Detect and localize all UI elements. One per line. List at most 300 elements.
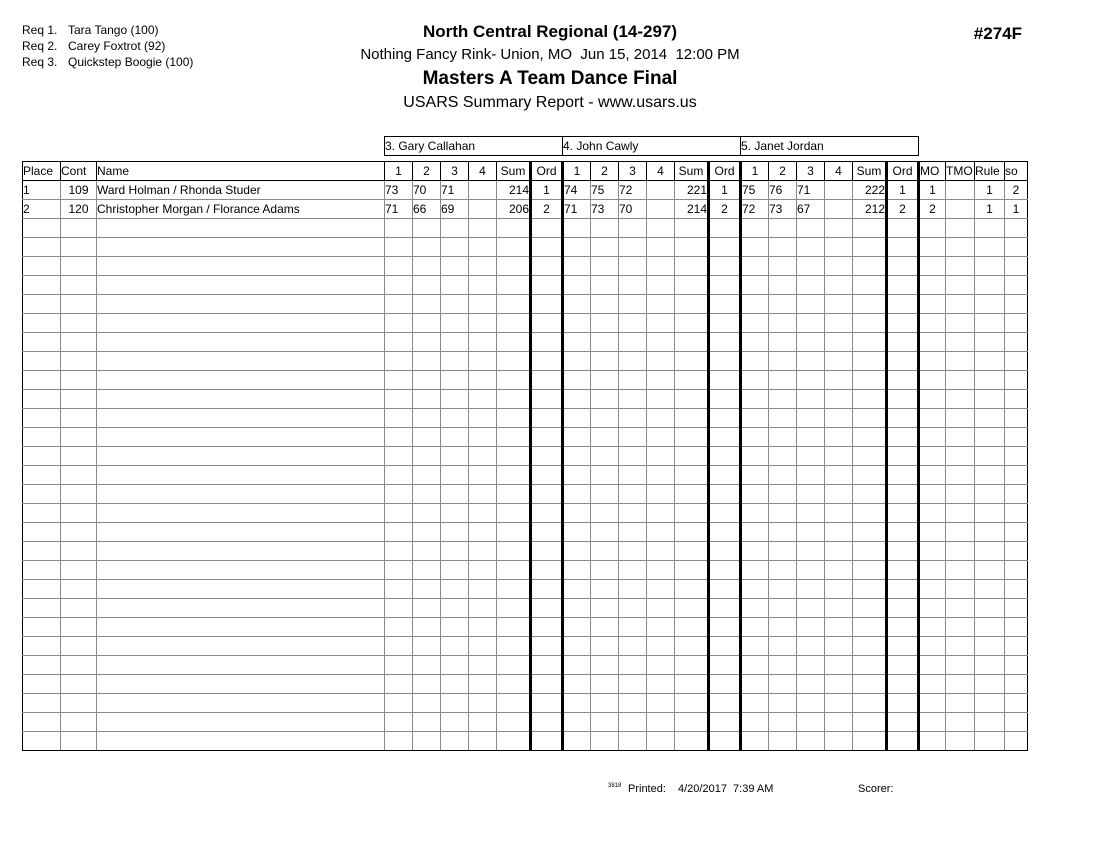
empty-cell	[769, 276, 797, 295]
empty-cell	[385, 447, 413, 466]
empty-cell	[497, 485, 531, 504]
empty-cell	[497, 713, 531, 732]
majority-ordinal-cell: 1	[919, 181, 946, 200]
empty-cell	[887, 523, 919, 542]
col-j2-score1: 1	[563, 162, 591, 181]
empty-cell	[887, 675, 919, 694]
empty-cell	[797, 485, 825, 504]
empty-cell	[1005, 352, 1028, 371]
empty-cell	[385, 523, 413, 542]
empty-cell	[385, 561, 413, 580]
empty-cell	[531, 219, 563, 238]
empty-cell	[675, 713, 709, 732]
empty-cell	[919, 561, 946, 580]
empty-cell	[441, 219, 469, 238]
empty-cell	[23, 447, 61, 466]
empty-cell	[797, 390, 825, 409]
empty-cell	[741, 713, 769, 732]
empty-cell	[441, 618, 469, 637]
empty-cell	[531, 656, 563, 675]
empty-cell	[675, 637, 709, 656]
empty-cell	[619, 637, 647, 656]
empty-row	[23, 314, 1028, 333]
empty-cell	[919, 409, 946, 428]
empty-cell	[1005, 428, 1028, 447]
empty-cell	[619, 447, 647, 466]
empty-cell	[1005, 675, 1028, 694]
empty-cell	[591, 371, 619, 390]
empty-cell	[919, 504, 946, 523]
empty-cell	[769, 447, 797, 466]
empty-cell	[469, 523, 497, 542]
empty-cell	[769, 257, 797, 276]
empty-cell	[619, 656, 647, 675]
empty-cell	[853, 523, 887, 542]
ordinal-cell: 2	[531, 200, 563, 219]
empty-cell	[531, 580, 563, 599]
empty-cell	[469, 390, 497, 409]
empty-cell	[531, 390, 563, 409]
empty-cell	[591, 295, 619, 314]
empty-cell	[531, 409, 563, 428]
empty-cell	[887, 542, 919, 561]
empty-cell	[853, 333, 887, 352]
empty-cell	[531, 352, 563, 371]
empty-cell	[469, 219, 497, 238]
empty-cell	[647, 333, 675, 352]
empty-cell	[853, 599, 887, 618]
empty-cell	[23, 352, 61, 371]
empty-row	[23, 732, 1028, 751]
empty-cell	[1005, 694, 1028, 713]
empty-cell	[591, 466, 619, 485]
score-cell: 73	[769, 200, 797, 219]
empty-cell	[61, 447, 97, 466]
empty-cell	[709, 257, 741, 276]
empty-cell	[797, 333, 825, 352]
empty-cell	[769, 694, 797, 713]
empty-cell	[825, 257, 853, 276]
empty-cell	[946, 713, 975, 732]
empty-cell	[497, 599, 531, 618]
empty-cell	[441, 447, 469, 466]
empty-cell	[1005, 637, 1028, 656]
empty-cell	[531, 618, 563, 637]
empty-cell	[497, 390, 531, 409]
empty-cell	[591, 561, 619, 580]
sum-cell: 206	[497, 200, 531, 219]
empty-cell	[887, 409, 919, 428]
empty-cell	[563, 732, 591, 751]
empty-cell	[675, 409, 709, 428]
empty-cell	[469, 656, 497, 675]
empty-cell	[469, 314, 497, 333]
empty-cell	[675, 485, 709, 504]
empty-cell	[531, 523, 563, 542]
empty-cell	[61, 618, 97, 637]
empty-cell	[23, 371, 61, 390]
empty-cell	[385, 618, 413, 637]
empty-cell	[919, 485, 946, 504]
empty-cell	[563, 238, 591, 257]
empty-cell	[675, 447, 709, 466]
empty-cell	[975, 257, 1005, 276]
empty-cell	[709, 656, 741, 675]
empty-cell	[919, 599, 946, 618]
empty-cell	[531, 637, 563, 656]
empty-cell	[853, 409, 887, 428]
empty-cell	[975, 561, 1005, 580]
empty-cell	[853, 276, 887, 295]
col-tmo: TMO	[946, 162, 975, 181]
empty-cell	[825, 333, 853, 352]
empty-cell	[619, 314, 647, 333]
empty-cell	[1005, 732, 1028, 751]
empty-cell	[647, 599, 675, 618]
empty-cell	[975, 409, 1005, 428]
empty-cell	[1005, 485, 1028, 504]
empty-cell	[23, 257, 61, 276]
empty-cell	[413, 352, 441, 371]
empty-cell	[709, 447, 741, 466]
empty-cell	[919, 314, 946, 333]
sum-cell: 212	[853, 200, 887, 219]
empty-cell	[61, 561, 97, 580]
empty-cell	[469, 352, 497, 371]
empty-cell	[497, 618, 531, 637]
empty-cell	[469, 485, 497, 504]
empty-cell	[769, 675, 797, 694]
empty-cell	[1005, 238, 1028, 257]
empty-cell	[647, 732, 675, 751]
empty-cell	[887, 333, 919, 352]
empty-cell	[946, 314, 975, 333]
empty-cell	[975, 618, 1005, 637]
empty-cell	[675, 390, 709, 409]
empty-row	[23, 371, 1028, 390]
empty-cell	[741, 333, 769, 352]
empty-cell	[441, 276, 469, 295]
empty-cell	[709, 561, 741, 580]
empty-cell	[797, 732, 825, 751]
empty-cell	[23, 637, 61, 656]
empty-cell	[97, 637, 385, 656]
printed-label: Printed:	[628, 783, 666, 795]
empty-row	[23, 333, 1028, 352]
empty-cell	[741, 504, 769, 523]
empty-cell	[413, 732, 441, 751]
empty-cell	[919, 542, 946, 561]
empty-cell	[469, 466, 497, 485]
empty-cell	[741, 238, 769, 257]
empty-cell	[385, 599, 413, 618]
judge-header-row	[23, 137, 1028, 156]
score-cell: 72	[741, 200, 769, 219]
empty-cell	[769, 390, 797, 409]
empty-cell	[919, 257, 946, 276]
empty-cell	[797, 542, 825, 561]
empty-row	[23, 523, 1028, 542]
col-j3-score3: 3	[797, 162, 825, 181]
empty-cell	[741, 466, 769, 485]
empty-cell	[853, 295, 887, 314]
empty-cell	[919, 656, 946, 675]
empty-cell	[497, 257, 531, 276]
score-cell	[469, 200, 497, 219]
so-cell: 2	[1005, 181, 1028, 200]
empty-cell	[531, 466, 563, 485]
empty-cell	[647, 523, 675, 542]
empty-cell	[825, 371, 853, 390]
empty-cell	[563, 694, 591, 713]
empty-cell	[563, 542, 591, 561]
empty-cell	[975, 656, 1005, 675]
empty-cell	[97, 276, 385, 295]
empty-cell	[591, 637, 619, 656]
empty-cell	[23, 561, 61, 580]
empty-cell	[385, 732, 413, 751]
empty-cell	[385, 276, 413, 295]
empty-cell	[769, 542, 797, 561]
empty-cell	[591, 675, 619, 694]
empty-cell	[591, 238, 619, 257]
empty-cell	[61, 713, 97, 732]
empty-cell	[563, 409, 591, 428]
empty-cell	[825, 295, 853, 314]
empty-cell	[946, 504, 975, 523]
empty-cell	[647, 238, 675, 257]
report-footer	[22, 782, 1035, 798]
empty-cell	[497, 295, 531, 314]
empty-cell	[887, 561, 919, 580]
empty-cell	[709, 504, 741, 523]
empty-cell	[563, 618, 591, 637]
empty-cell	[563, 371, 591, 390]
empty-row	[23, 713, 1028, 732]
empty-cell	[769, 561, 797, 580]
judge-name-4: 4. John Cawly	[563, 137, 741, 156]
empty-cell	[385, 238, 413, 257]
empty-cell	[591, 732, 619, 751]
empty-cell	[1005, 466, 1028, 485]
empty-cell	[441, 732, 469, 751]
empty-cell	[531, 428, 563, 447]
empty-cell	[975, 314, 1005, 333]
contestant-number-cell: 109	[61, 181, 97, 200]
empty-cell	[23, 504, 61, 523]
empty-cell	[741, 618, 769, 637]
empty-cell	[23, 295, 61, 314]
empty-cell	[853, 713, 887, 732]
empty-row	[23, 694, 1028, 713]
empty-cell	[853, 352, 887, 371]
empty-cell	[563, 276, 591, 295]
empty-cell	[97, 713, 385, 732]
empty-cell	[531, 599, 563, 618]
empty-cell	[797, 371, 825, 390]
empty-row	[23, 276, 1028, 295]
empty-cell	[825, 466, 853, 485]
empty-cell	[61, 523, 97, 542]
empty-cell	[23, 219, 61, 238]
empty-cell	[385, 219, 413, 238]
empty-cell	[825, 447, 853, 466]
empty-cell	[741, 276, 769, 295]
empty-cell	[1005, 504, 1028, 523]
empty-cell	[469, 333, 497, 352]
empty-cell	[975, 599, 1005, 618]
empty-cell	[469, 295, 497, 314]
empty-cell	[413, 523, 441, 542]
empty-cell	[619, 333, 647, 352]
so-cell: 1	[1005, 200, 1028, 219]
empty-cell	[441, 542, 469, 561]
empty-cell	[385, 580, 413, 599]
empty-cell	[647, 447, 675, 466]
empty-cell	[825, 599, 853, 618]
empty-cell	[563, 447, 591, 466]
empty-cell	[709, 580, 741, 599]
empty-cell	[97, 732, 385, 751]
empty-cell	[853, 637, 887, 656]
empty-row	[23, 390, 1028, 409]
empty-cell	[61, 219, 97, 238]
empty-cell	[769, 466, 797, 485]
empty-cell	[385, 257, 413, 276]
printed-timestamp: 4/20/2017 7:39 AM	[678, 783, 774, 795]
empty-cell	[1005, 409, 1028, 428]
empty-cell	[975, 713, 1005, 732]
empty-cell	[741, 257, 769, 276]
result-row	[23, 181, 1028, 200]
empty-cell	[946, 333, 975, 352]
empty-cell	[469, 238, 497, 257]
column-header-row	[23, 162, 1028, 181]
empty-cell	[797, 580, 825, 599]
empty-cell	[946, 637, 975, 656]
empty-cell	[741, 656, 769, 675]
empty-cell	[647, 314, 675, 333]
empty-cell	[975, 542, 1005, 561]
place-cell: 1	[23, 181, 61, 200]
empty-cell	[741, 485, 769, 504]
empty-cell	[709, 352, 741, 371]
empty-cell	[497, 732, 531, 751]
empty-cell	[769, 333, 797, 352]
score-cell: 70	[413, 181, 441, 200]
empty-cell	[591, 599, 619, 618]
empty-cell	[853, 371, 887, 390]
empty-cell	[97, 390, 385, 409]
empty-cell	[919, 466, 946, 485]
empty-cell	[97, 409, 385, 428]
empty-cell	[975, 447, 1005, 466]
empty-cell	[825, 504, 853, 523]
empty-cell	[619, 466, 647, 485]
empty-cell	[675, 561, 709, 580]
empty-cell	[61, 732, 97, 751]
empty-cell	[563, 333, 591, 352]
empty-cell	[97, 238, 385, 257]
empty-cell	[23, 390, 61, 409]
empty-cell	[946, 295, 975, 314]
empty-cell	[919, 675, 946, 694]
empty-cell	[797, 656, 825, 675]
empty-cell	[61, 295, 97, 314]
empty-cell	[441, 333, 469, 352]
empty-cell	[61, 637, 97, 656]
empty-cell	[61, 694, 97, 713]
empty-cell	[61, 276, 97, 295]
empty-cell	[1005, 371, 1028, 390]
empty-cell	[413, 447, 441, 466]
empty-cell	[385, 637, 413, 656]
empty-cell	[919, 694, 946, 713]
empty-row	[23, 485, 1028, 504]
empty-cell	[946, 694, 975, 713]
empty-cell	[591, 333, 619, 352]
empty-cell	[531, 675, 563, 694]
sum-cell: 214	[497, 181, 531, 200]
empty-cell	[563, 295, 591, 314]
empty-cell	[61, 428, 97, 447]
empty-cell	[441, 599, 469, 618]
empty-cell	[619, 390, 647, 409]
empty-cell	[97, 599, 385, 618]
empty-cell	[675, 675, 709, 694]
empty-cell	[741, 390, 769, 409]
empty-cell	[797, 257, 825, 276]
empty-cell	[709, 523, 741, 542]
empty-cell	[709, 485, 741, 504]
empty-row	[23, 561, 1028, 580]
empty-cell	[619, 371, 647, 390]
empty-cell	[797, 523, 825, 542]
empty-cell	[975, 675, 1005, 694]
empty-cell	[769, 352, 797, 371]
empty-cell	[797, 314, 825, 333]
empty-cell	[741, 219, 769, 238]
empty-cell	[975, 694, 1005, 713]
empty-cell	[563, 219, 591, 238]
empty-cell	[647, 428, 675, 447]
empty-cell	[825, 219, 853, 238]
empty-cell	[975, 219, 1005, 238]
empty-row	[23, 295, 1028, 314]
empty-cell	[97, 219, 385, 238]
empty-cell	[413, 409, 441, 428]
empty-cell	[769, 485, 797, 504]
empty-row	[23, 238, 1028, 257]
empty-cell	[741, 637, 769, 656]
empty-cell	[619, 694, 647, 713]
empty-cell	[647, 409, 675, 428]
col-j2-sum: Sum	[675, 162, 709, 181]
empty-cell	[497, 276, 531, 295]
empty-row	[23, 447, 1028, 466]
empty-cell	[619, 219, 647, 238]
empty-cell	[797, 447, 825, 466]
empty-cell	[825, 428, 853, 447]
empty-cell	[741, 314, 769, 333]
empty-cell	[887, 314, 919, 333]
empty-cell	[825, 618, 853, 637]
empty-cell	[919, 276, 946, 295]
empty-cell	[619, 295, 647, 314]
empty-cell	[797, 637, 825, 656]
scorer-label: Scorer:	[858, 783, 894, 795]
col-j1-score1: 1	[385, 162, 413, 181]
